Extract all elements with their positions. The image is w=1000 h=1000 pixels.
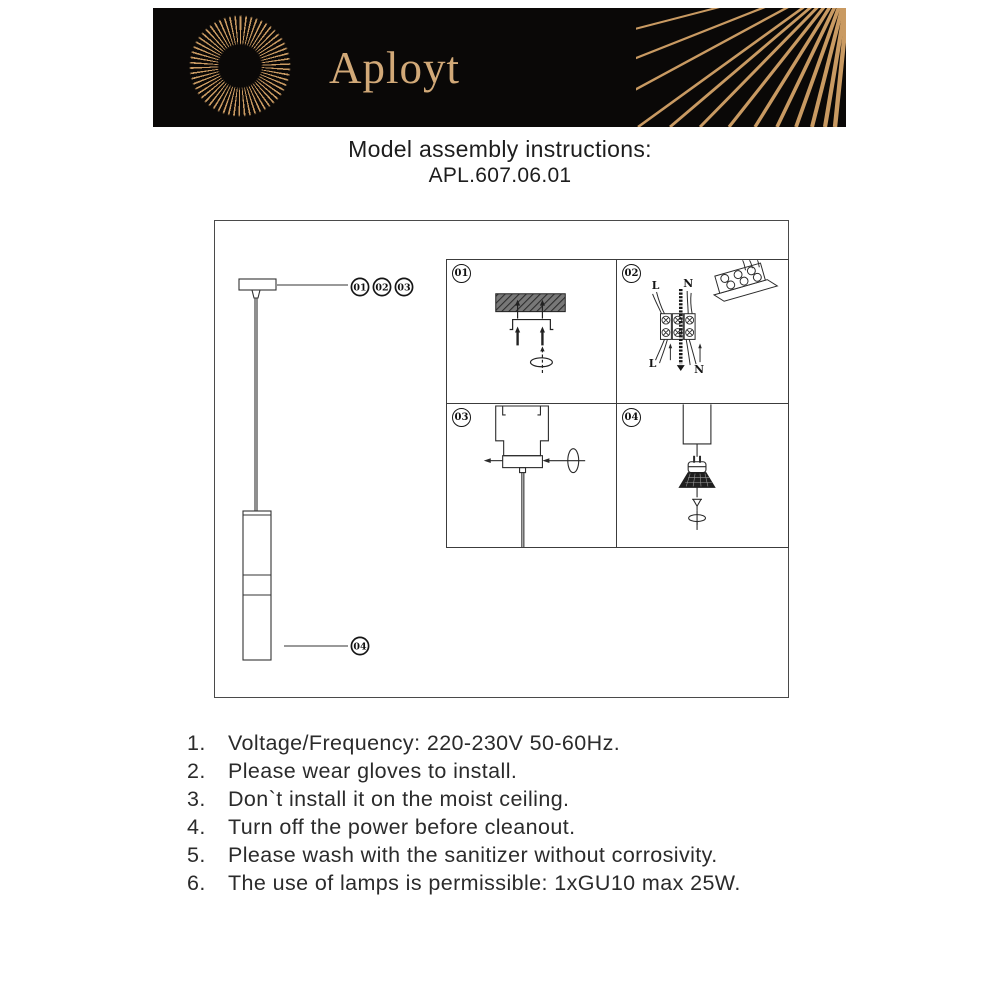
screw-symbol [531,358,553,367]
label-live-top: L [651,278,660,292]
instructions-list [187,730,741,897]
ceiling-plate [239,279,276,290]
item-number: 3. [187,786,206,811]
instruction-item [187,730,741,758]
lamp-body [243,511,271,660]
label-neutral-top: N [683,277,694,291]
callout-02: 02 [375,282,389,294]
item-text: Don`t install it on the moist ceiling. [228,786,570,811]
callout-03: 03 [397,282,411,294]
instruction-item [187,870,741,898]
label-live-bottom: L [648,357,657,371]
step-panel-04 [617,404,788,547]
ceiling-section [496,294,566,312]
brand-banner [153,8,846,127]
label-neutral-bottom: N [694,363,705,377]
terminal-block-3d [709,260,777,303]
step-panel-03 [447,404,617,547]
arrow-left [484,458,491,463]
step-panel-02 [617,260,788,404]
step-04-drawing [617,404,788,547]
cord-grip [252,290,260,298]
item-number: 2. [187,758,206,783]
item-number: 4. [187,814,206,839]
instruction-item [187,814,741,842]
item-number: 1. [187,731,206,755]
gu10-reflector [679,473,715,488]
instruction-item [187,758,741,786]
lamp-tube [683,404,711,444]
ground-arrow [677,365,685,371]
callout-01: 01 [353,282,367,294]
panel-label-03 [452,408,471,427]
item-number: 6. [187,870,206,895]
callout-04: 04 [353,641,367,653]
item-text: Voltage/Frequency: 220-230V 50-60Hz. [228,731,621,755]
brand-name: Aployt [329,43,461,93]
instruction-item [187,786,741,814]
panel-02-number: 02 [624,268,639,279]
item-text: Please wash with the sanitizer without corrosivity. [228,842,718,867]
model-number: APL.607.06.01 [428,164,572,187]
decorative-rays-icon [636,8,846,127]
mounting-bracket [510,320,554,330]
item-number: 5. [187,842,206,867]
steps-grid [446,259,789,548]
panel-label-04 [622,408,641,427]
step-01-drawing [447,260,616,403]
instruction-item [187,842,741,870]
step-panel-01 [447,260,617,404]
panel-label-01 [452,264,471,283]
panel-label-02 [622,264,641,283]
panel-01-number: 01 [454,268,469,279]
item-text: Turn off the power before cleanout. [228,814,576,839]
step-02-drawing [617,260,788,403]
assembly-diagram [214,220,789,698]
sunburst-logo-icon [187,13,293,119]
callout-circles [351,278,412,654]
step-03-drawing [447,404,616,547]
sheet-title: Model assembly instructions: [348,136,652,162]
item-text: The use of lamps is permissible: 1xGU10 max 25W. [228,870,741,895]
panel-04-number: 04 [624,412,639,423]
pin-symbol [693,499,701,506]
arrow-right [542,458,549,463]
panel-03-number: 03 [454,412,469,423]
item-text: Please wear gloves to install. [228,758,518,783]
canopy-plate [503,456,543,468]
